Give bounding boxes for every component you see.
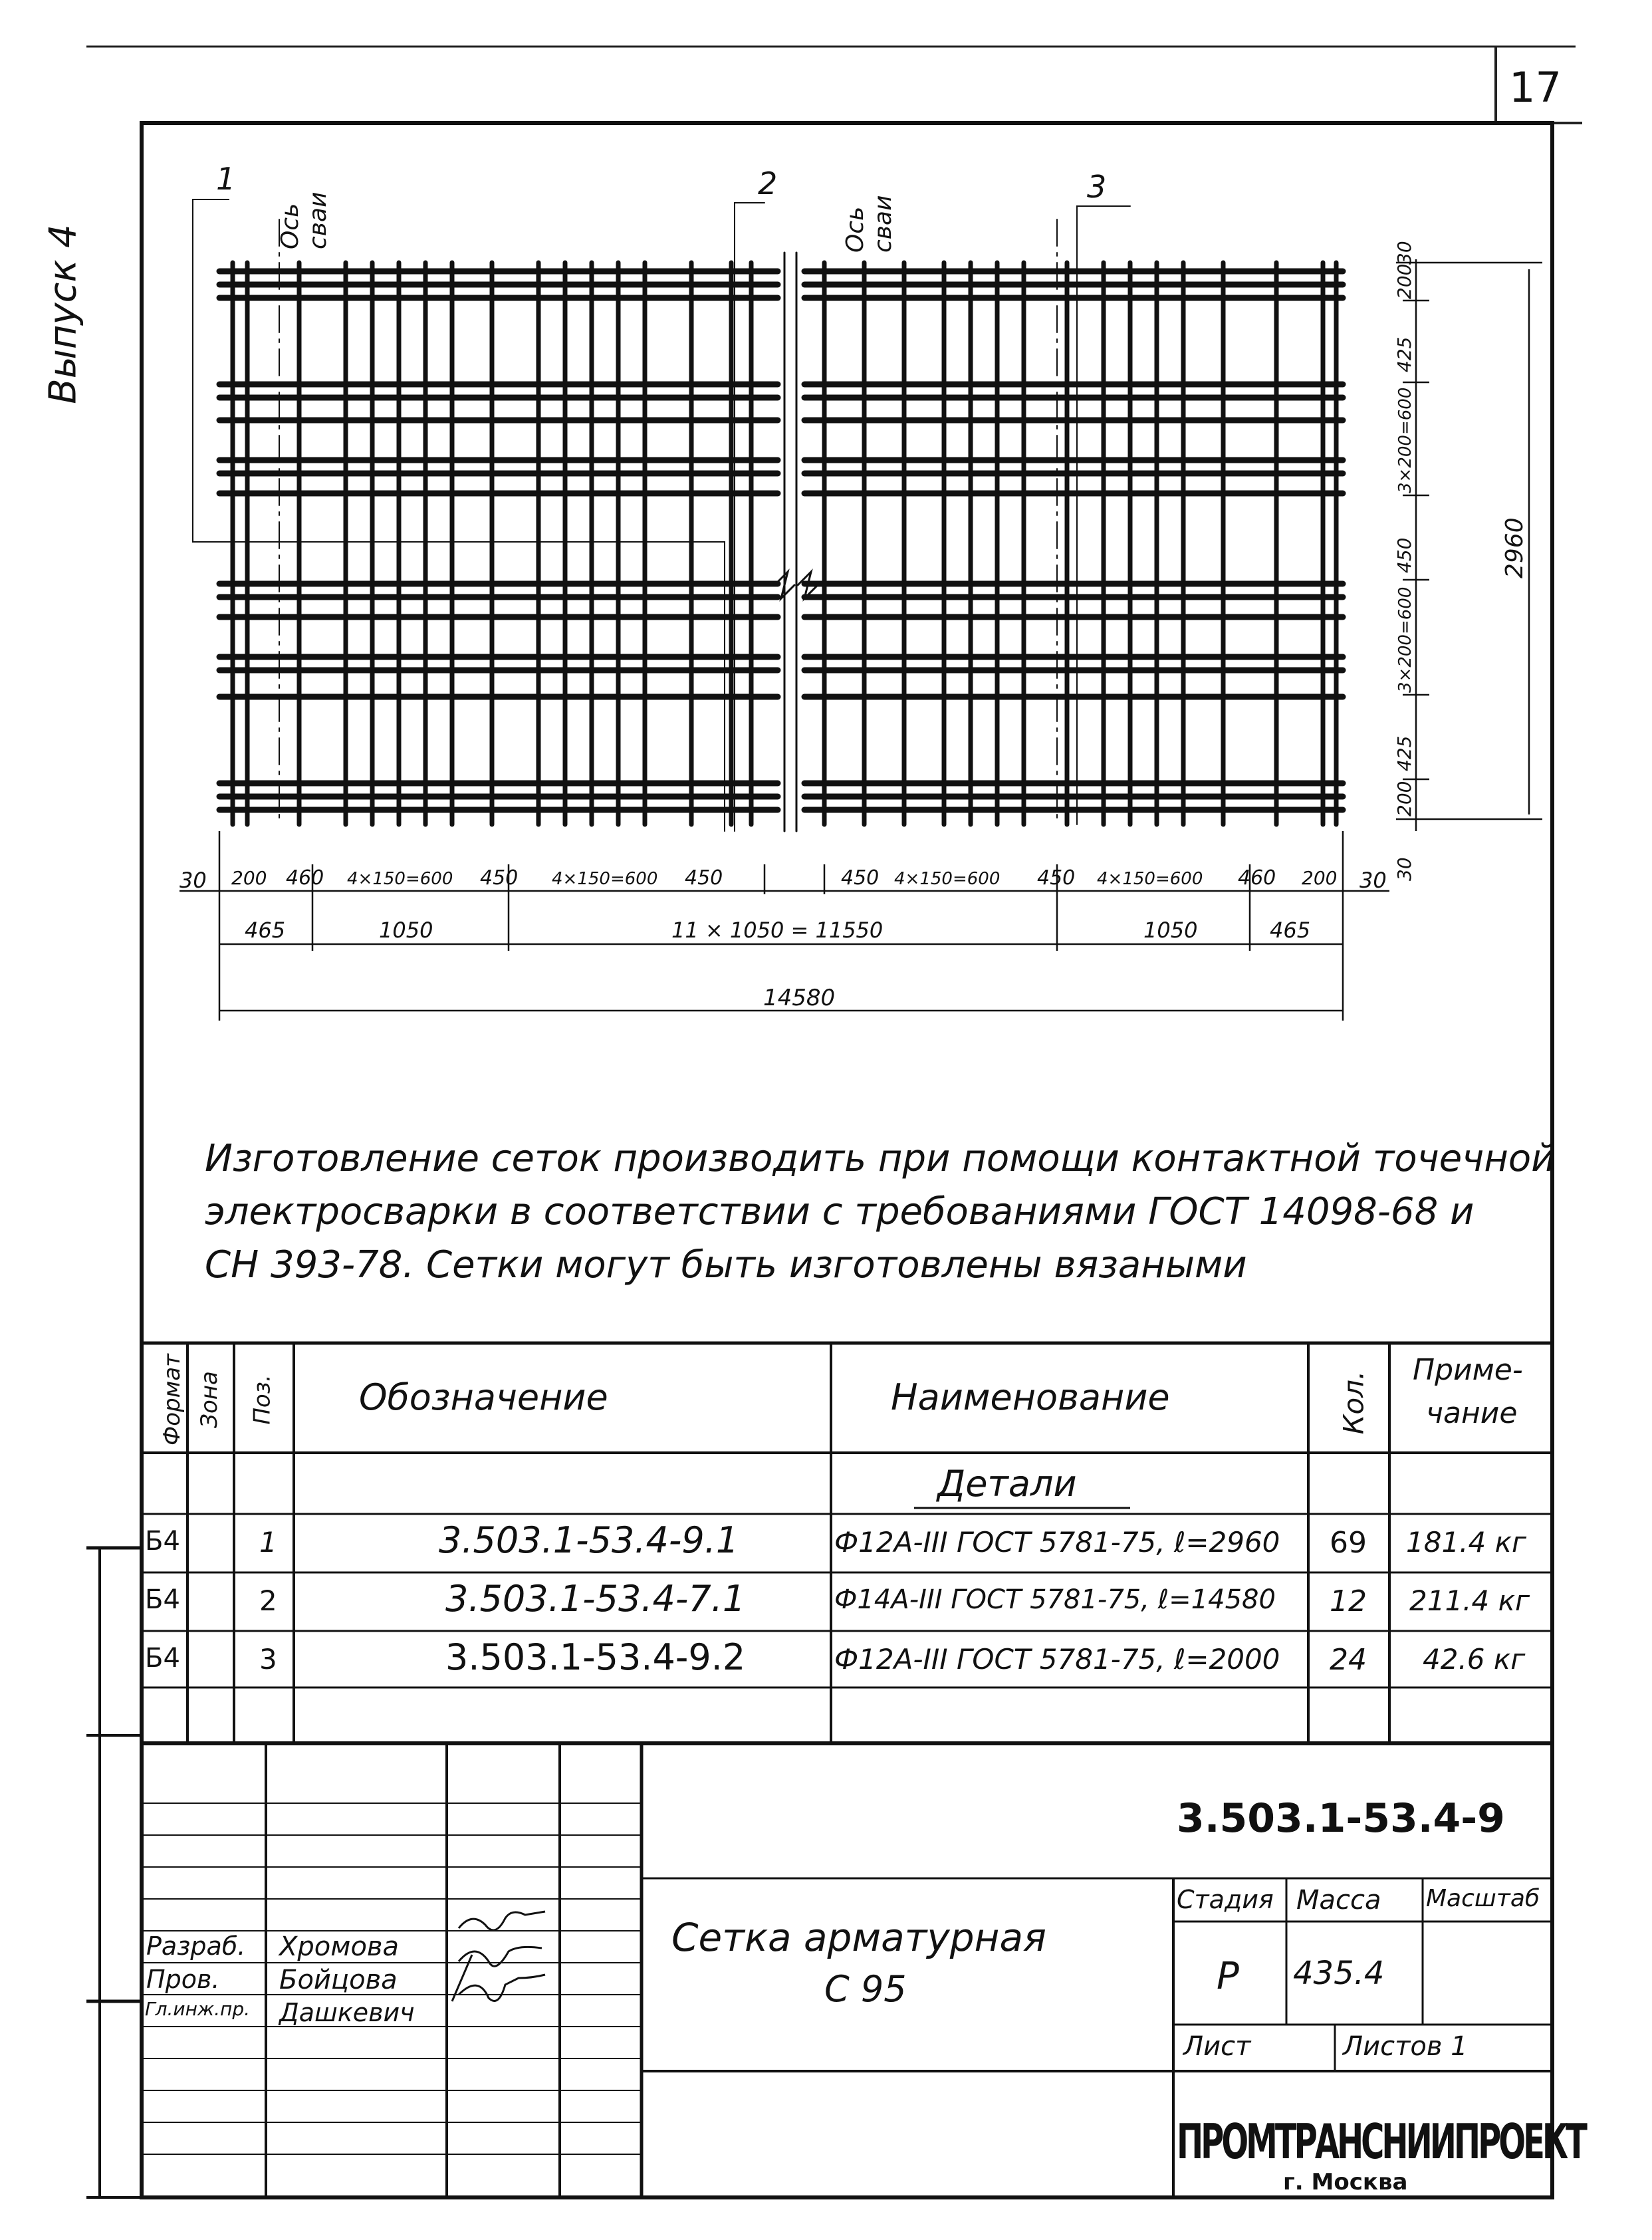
signatures: [452, 1912, 545, 2001]
row1-note: 181.4 кг: [1406, 1526, 1527, 1558]
section-title: Детали: [937, 1463, 1077, 1505]
dim-label: 450: [1393, 537, 1415, 573]
header-name: Наименование: [891, 1376, 1170, 1418]
row2-format: Б4: [145, 1584, 180, 1615]
dim-label: 425: [1393, 336, 1415, 372]
header-format: Формат: [158, 1354, 185, 1445]
row1-qty: 69: [1330, 1526, 1367, 1560]
callout-1: 1: [216, 161, 236, 197]
dim-label: 4×150=600: [347, 869, 453, 889]
row3-note: 42.6 кг: [1423, 1643, 1526, 1676]
dim-label: 450: [480, 866, 519, 890]
pile-axis-label-right: Ось: [842, 206, 869, 253]
dim-label: 450: [685, 866, 723, 890]
scale-label: Масштаб: [1426, 1885, 1540, 1912]
row3-name: Ф12А-III ГОСТ 5781-75, ℓ=2000: [834, 1643, 1280, 1676]
row3-designation: 3.503.1-53.4-9.2: [445, 1636, 746, 1678]
total-length-label: 14580: [763, 985, 836, 1011]
dim-label: 200: [231, 867, 267, 889]
pile-axis-label: Ось: [277, 203, 304, 249]
row1-format: Б4: [145, 1526, 180, 1556]
dim-label: 465: [245, 918, 286, 943]
document-number: 3.503.1-53.4-9: [1177, 1795, 1505, 1842]
dim-label: 465: [1270, 918, 1311, 943]
mass-value: 435.4: [1293, 1955, 1385, 1992]
header-designation: Обозначение: [359, 1376, 608, 1418]
organization-name: ПРОМТРАНСНИИПРОЕКТ: [1177, 2114, 1585, 2170]
dim-label: 30: [1359, 868, 1387, 893]
dim-label: 200: [1393, 781, 1415, 816]
dim-label: 11 × 1050 = 11550: [671, 918, 884, 943]
title-line-1: Сетка арматурная: [671, 1915, 1046, 1960]
stage-value: Р: [1217, 1955, 1239, 1998]
header-zone: Зона: [195, 1371, 223, 1428]
note-line-2: электросварки в соответствии с требованиями ГОСТ 14098-68 и: [205, 1190, 1475, 1233]
header-note-1: Приме-: [1413, 1353, 1523, 1387]
dim-label: 3×200=600: [1395, 586, 1415, 693]
dim-label: 4×150=600: [894, 869, 1001, 889]
header-note-2: чание: [1426, 1396, 1518, 1430]
dim-label: 460: [1238, 866, 1276, 890]
dim-label: 30: [1393, 857, 1415, 881]
row2-designation: 3.503.1-53.4-7.1: [445, 1578, 746, 1620]
note-line-3: СН 393-78. Сетки могут быть изготовлены вязаными: [205, 1243, 1247, 1287]
header-pos: Поз.: [249, 1374, 276, 1425]
row1-designation: 3.503.1-53.4-9.1: [439, 1519, 739, 1561]
dim-label: 425: [1393, 735, 1415, 771]
organization-city: г. Москва: [1283, 2169, 1408, 2195]
title-line-2: С 95: [824, 1968, 907, 2010]
stage-label: Стадия: [1177, 1885, 1274, 1914]
row2-name: Ф14А-III ГОСТ 5781-75, ℓ=14580: [834, 1584, 1276, 1615]
dim-label: 4×150=600: [1097, 869, 1203, 889]
name-chief-engineer: Дашкевич: [279, 1998, 415, 2027]
row2-pos: 2: [259, 1584, 277, 1617]
header-qty: Кол.: [1337, 1370, 1370, 1435]
side-issue-label: Выпуск 4: [41, 224, 85, 404]
mass-label: Масса: [1296, 1885, 1381, 1916]
row3-qty: 24: [1330, 1643, 1367, 1677]
role-developer: Разраб.: [146, 1931, 246, 1961]
row3-pos: 3: [259, 1643, 277, 1676]
row3-format: Б4: [145, 1643, 180, 1674]
dim-label: 200: [1302, 867, 1338, 889]
sheet-label: Лист: [1183, 2031, 1251, 2062]
row1-pos: 1: [259, 1526, 277, 1558]
dim-label: 1050: [379, 918, 433, 943]
dim-label: 4×150=600: [552, 869, 658, 889]
pile-axis-label-right-2: сваи: [870, 195, 897, 253]
callout-3: 3: [1087, 169, 1107, 205]
row2-note: 211.4 кг: [1409, 1584, 1530, 1617]
mesh-drawing: [193, 199, 1343, 831]
pile-axis-label-2: сваи: [304, 191, 332, 249]
note-line-1: Изготовление сеток производить при помощи контактной точечной: [205, 1137, 1556, 1180]
name-developer: Хромова: [279, 1931, 399, 1962]
page-number: 17: [1509, 63, 1562, 112]
dim-label: 450: [841, 866, 880, 890]
row1-name: Ф12А-III ГОСТ 5781-75, ℓ=2960: [834, 1526, 1280, 1558]
dim-label: 1050: [1143, 918, 1198, 943]
dim-label: 450: [1037, 866, 1076, 890]
sheets-label: Листов 1: [1343, 2031, 1468, 2062]
dim-label: 30: [179, 868, 207, 893]
callout-2: 2: [758, 166, 778, 201]
dim-label: 460: [286, 866, 324, 890]
dim-label: 30: [1393, 241, 1415, 265]
role-checker: Пров.: [146, 1965, 220, 1994]
total-height-label: 2960: [1501, 517, 1528, 578]
dim-label: 3×200=600: [1395, 387, 1415, 493]
row2-qty: 12: [1330, 1584, 1367, 1618]
dim-label: 200: [1393, 263, 1415, 299]
name-checker: Бойцова: [279, 1965, 398, 1995]
role-chief-engineer: Гл.инж.пр.: [145, 1998, 251, 2020]
